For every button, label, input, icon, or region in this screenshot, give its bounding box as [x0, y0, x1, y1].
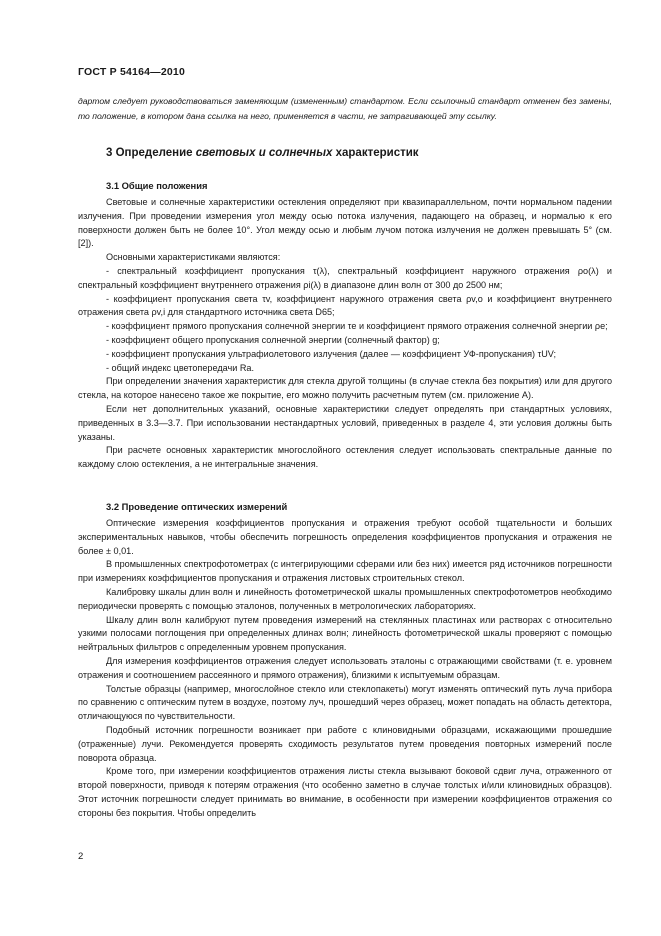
paragraph: Для измерения коэффициентов отражения следует использовать эталоны с отражающими свойствами (т. е. уровнем отражения и соотношением рассеянного и прямого отражения), близкими к испытуемым образцам. — [78, 655, 612, 680]
paragraph: Основными характеристиками являются: — [106, 252, 281, 263]
section-3-2-body — [78, 517, 612, 821]
paragraph: Подобный источник погрешности возникает при работе с клиновидными образцами, искажающими прошедшие (отраженные) лучи. Рекомендуется проверять сходимость результатов путем проведения повторных измерений после поворота образца. — [78, 724, 612, 763]
list-item: - общий индекс цветопередачи Ra. — [106, 362, 254, 373]
section-title-italic: световых и солнечных — [195, 147, 333, 159]
page-number: 2 — [78, 851, 84, 862]
list-item: - коэффициент прямого пропускания солнечной энергии τe и коэффициент прямого отражения солнечной энергии ρe; — [106, 321, 608, 332]
section-title — [106, 147, 419, 159]
section-3-1-body — [78, 196, 612, 472]
list-item: - спектральный коэффициент пропускания τ(λ), спектральный коэффициент наружного отражения ρo(λ) и спектральный коэффициент внутреннего отражения ρi(λ) в диапазоне длин волн от 300 до 2500 нм; — [78, 265, 612, 290]
paragraph: Если нет дополнительных указаний, основные характеристики следует определять при стандартных условиях, приведенных в 3.3—3.7. При использовании нестандартных условий, приведенных в разделе 4, эти условия должны быть указаны. — [78, 403, 612, 442]
paragraph: Световые и солнечные характеристики остекления определяют при квазипараллельном, почти нормальном падении излучения. При проведении измерения угол между осью потока излучения, падающего на образец, и нормалью к его поверхности должен быть не более 10°. Угол между осью и любым лучом потока излучения не должен превышать 5° (см. [2]). — [78, 197, 612, 249]
paragraph: Оптические измерения коэффициентов пропускания и отражения требуют особой тщательности и больших экспериментальных навыков, чтобы обеспечить погрешность определения коэффициентов пропускания и отражения не более ± 0,01. — [78, 518, 612, 556]
paragraph: Толстые образцы (например, многослойное стекло или стеклопакеты) могут изменять оптический путь луча прибора по сравнению с оптическим путем в воздухе, поэтому луч, прошедший через образец, может попадать на область детектора, отличающуюся по чувствительности. — [78, 683, 612, 722]
paragraph: При расчете основных характеристик многослойного остекления следует использовать спектральные данные по каждому слою остекления, а не интегральные значения. — [78, 445, 612, 470]
section-title-prefix: Определение — [115, 147, 193, 159]
standard-code-header: ГОСТ Р 54164—2010 — [78, 66, 186, 78]
paragraph: Кроме того, при измерении коэффициентов отражения листы стекла вызывают боковой сдвиг луча, отраженного от второй поверхности, приводя к потерям отражения (что особенно заметно в случае толстых и/или клиновидных образцов). Этот источник погрешности следует принимать во внимание, в особенности при измерении коэффициентов отражения со стороны без покрытия. Чтобы определить — [78, 766, 612, 818]
list-item: - коэффициент пропускания ультрафиолетового излучения (далее — коэффициент УФ-пропускания) τUV; — [106, 348, 557, 359]
paragraph: Шкалу длин волн калибруют путем проведения измерений на стеклянных пластинах или растворах с относительно узкими полосами поглощения при определенных длинах волн; линейность фотометрической шкалы проверяют с помощью нейтральных фильтров с определенным уровнем пропускания. — [78, 614, 612, 653]
section-title-suffix: характеристик — [335, 147, 419, 159]
paragraph: В промышленных спектрофотометрах (с интегрирующими сферами или без них) имеется ряд источников погрешности при измерениях коэффициентов пропускания и отражения листовых строительных стекол. — [78, 559, 612, 584]
list-item: - коэффициент пропускания света τv, коэффициент наружного отражения света ρv,o и коэффициент внутреннего отражения света ρv,i для стандартного источника света D65; — [78, 293, 612, 318]
subsection-title-3-1: 3.1 Общие положения — [106, 180, 208, 191]
intro-paragraph: дартом следует руководствоваться заменяющим (измененным) стандартом. Если ссылочный стандарт отменен без замены, то положение, в котором дана ссылка на него, применяется в части, не затрагивающей эту ссылку. — [78, 96, 612, 121]
list-item: - коэффициент общего пропускания солнечной энергии (солнечный фактор) g; — [106, 334, 440, 345]
paragraph: Калибровку шкалы длин волн и линейность фотометрической шкалы промышленных спектрофотометров необходимо периодически проверять с помощью эталонов, полученных в метрологических лабораториях. — [78, 586, 612, 611]
paragraph: При определении значения характеристик для стекла другой толщины (в случае стекла без покрытия) или для другого стекла, на которое нанесено такое же покрытие, его можно получить расчетным путем (см. приложение А). — [78, 376, 612, 401]
subsection-title-3-2: 3.2 Проведение оптических измерений — [106, 501, 288, 512]
section-number: 3 — [106, 147, 113, 159]
